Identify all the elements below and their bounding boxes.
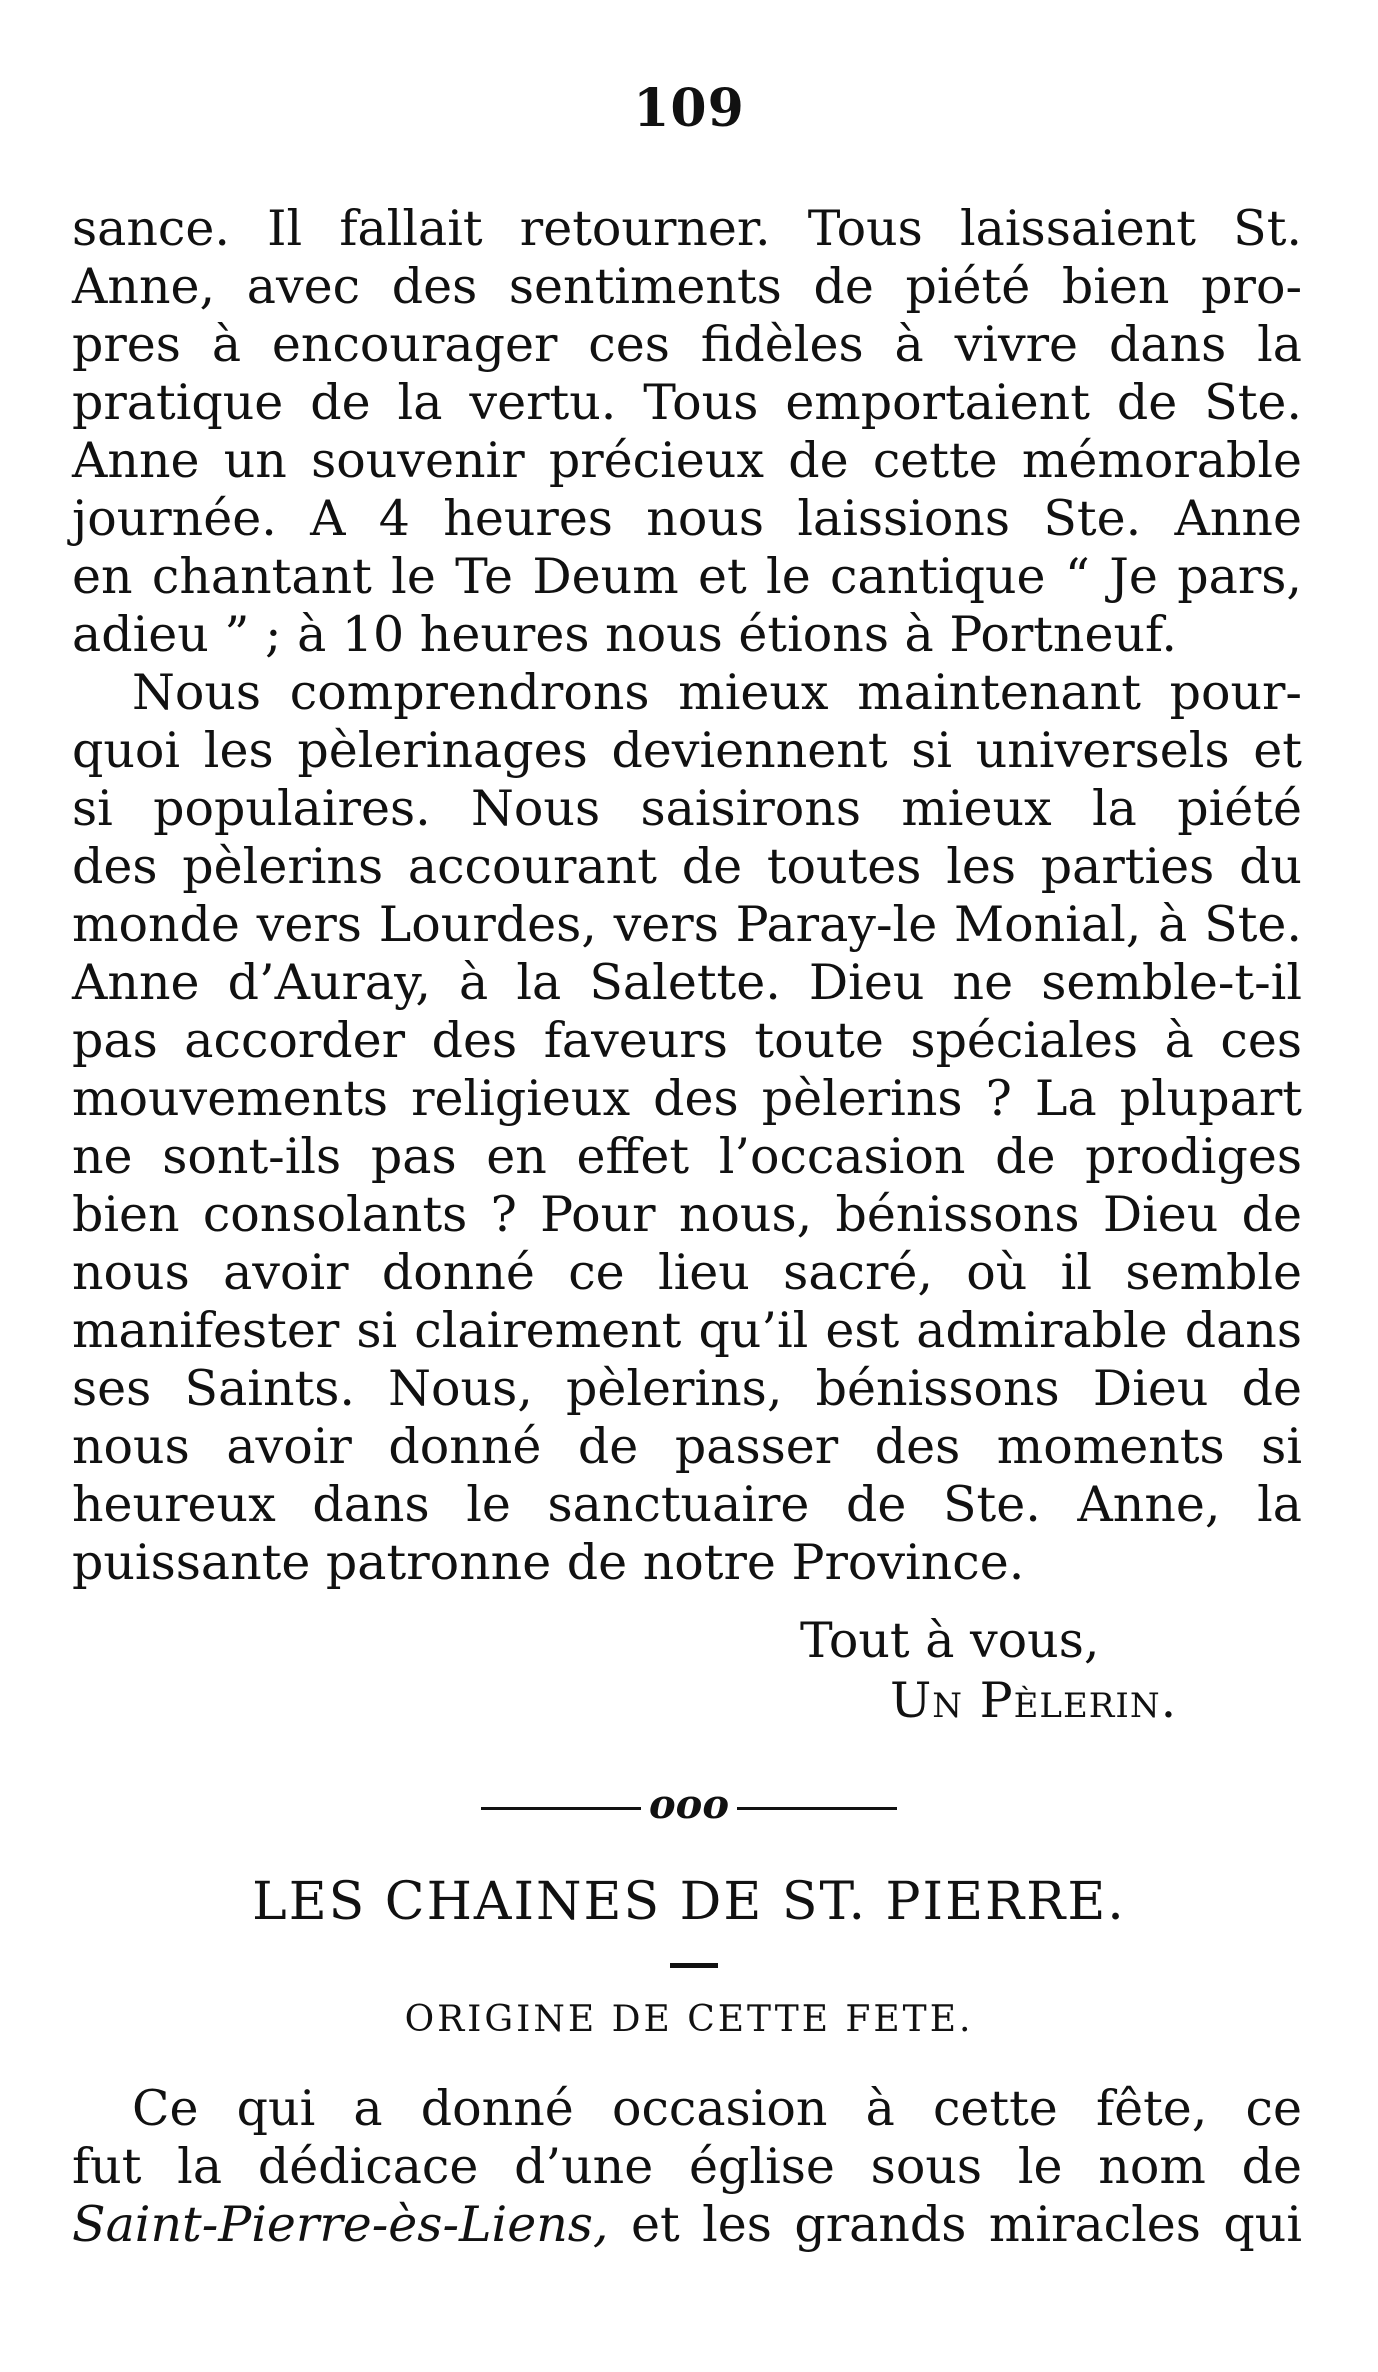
text-line: puissante patronne de notre Province. [72, 1534, 1025, 1591]
text-line: nous avoir donné ce lieu sacré, où il semble [72, 1244, 1302, 1301]
text-line: si populaires. Nous saisirons mieux la piété [72, 780, 1302, 837]
section-title: LES CHAINES DE ST. PIERRE. [252, 1872, 1126, 1932]
section-subtitle: ORIGINE DE CETTE FETE. [404, 1999, 974, 2040]
text-line: des pèlerins accourant de toutes les parties du [72, 838, 1302, 895]
text-line: ne sont-ils pas en effet l’occasion de prodiges [72, 1128, 1302, 1185]
page-number: 109 [633, 78, 745, 139]
paragraph-feast-origin [72, 2080, 1302, 2254]
text-line: journée. A 4 heures nous laissions Ste. Anne [72, 490, 1302, 547]
text-line [72, 2196, 1302, 2254]
text-line: Anne d’Auray, à la Salette. Dieu ne semble-t-il [72, 954, 1302, 1011]
title-divider [670, 1963, 718, 1968]
text-line: Anne, avec des sentiments de piété bien pro- [72, 258, 1302, 315]
text-line: pres à encourager ces fidèles à vivre dans la [72, 316, 1302, 373]
text-line: Ce qui a donné occasion à cette fête, ce [132, 2080, 1302, 2137]
text-line: mouvements religieux des pèlerins ? La plupart [72, 1070, 1302, 1127]
separator-mark: ooo [648, 1781, 730, 1828]
signoff-closing: Tout à vous, [800, 1612, 1100, 1669]
text-line: monde vers Lourdes, vers Paray-le Monial, à Ste. [72, 896, 1302, 953]
text-line: bien consolants ? Pour nous, bénissons Dieu de [72, 1186, 1302, 1243]
italic-church-name: Saint-Pierre-ès-Liens, [72, 2196, 609, 2253]
text-line: adieu ” ; à 10 heures nous étions à Portneuf. [72, 606, 1178, 663]
paragraph-pilgrimage-end [72, 200, 1302, 664]
text-line: manifester si clairement qu’il est admirable dans [72, 1302, 1302, 1359]
section-separator [0, 1780, 1378, 1830]
text-line: Anne un souvenir précieux de cette mémorable [72, 432, 1302, 489]
text-line: quoi les pèlerinages deviennent si universels et [72, 722, 1302, 779]
text-line: pas accorder des faveurs toute spéciales à ces [72, 1012, 1302, 1069]
text-line: fut la dédicace d’une église sous le nom de [72, 2138, 1302, 2195]
separator-rule-left [481, 1807, 641, 1810]
paragraph-pilgrimages-reflection [72, 664, 1302, 1592]
text-line: sance. Il fallait retourner. Tous laissaient St. [72, 200, 1302, 257]
text-line: en chantant le Te Deum et le cantique “ Je pars, [72, 548, 1302, 605]
separator-rule-right [737, 1807, 897, 1810]
text-line: nous avoir donné de passer des moments si [72, 1418, 1302, 1475]
text-line: pratique de la vertu. Tous emportaient de Ste. [72, 374, 1302, 431]
text-line: ses Saints. Nous, pèlerins, bénissons Dieu de [72, 1360, 1302, 1417]
text-line: heureux dans le sanctuaire de Ste. Anne, la [72, 1476, 1302, 1533]
text-fragment: et les grands miracles qui [608, 2196, 1302, 2253]
signoff-name: Un Pèlerin. [890, 1672, 1178, 1729]
text-line: Nous comprendrons mieux maintenant pour- [132, 664, 1302, 721]
